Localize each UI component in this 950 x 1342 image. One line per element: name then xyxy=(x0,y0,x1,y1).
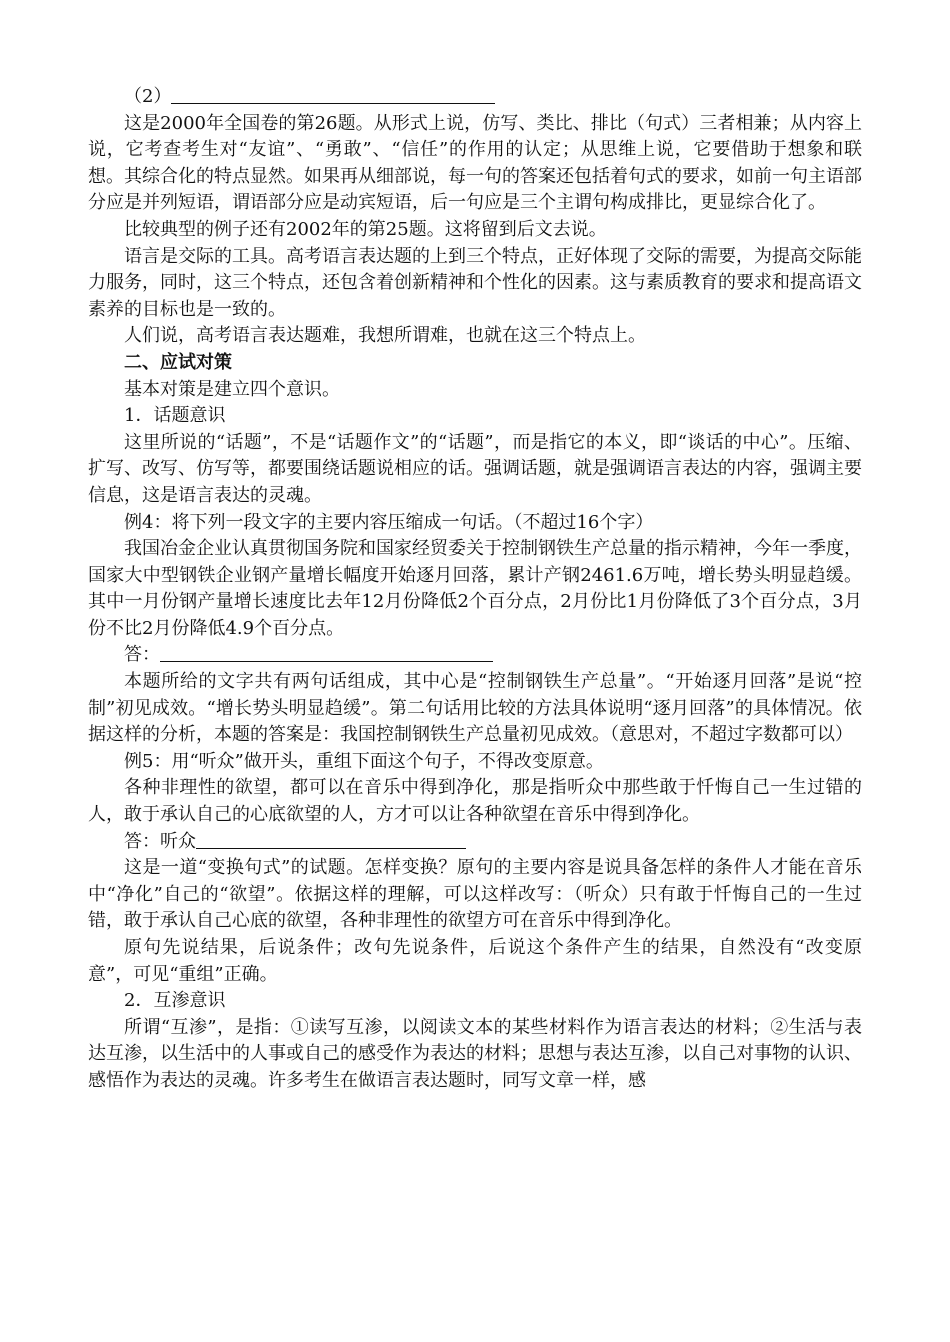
answer-blank xyxy=(160,643,493,662)
paragraph: 例5：用“听众”做开头，重组下面这个句子，不得改变原意。 xyxy=(124,750,604,772)
paragraph: 所谓“互渗”，是指：①读写互渗，以阅读文本的某些材料作为语言表达的材料；②生活与表达互渗，以生活中的人事或自己的感受作为表达的材料；思想与表达互渗，以自己对事物的认识、感悟作为表达的灵魂。许多考生在做语言表达题时，同写文章一样，感 xyxy=(88,1016,862,1091)
answer-blank xyxy=(171,85,495,104)
answer-line xyxy=(88,642,862,669)
paragraph: 人们说，高考语言表达题难，我想所谓难，也就在这三个特点上。 xyxy=(124,325,646,347)
paragraph: 2．互渗意识 xyxy=(124,990,226,1012)
answer-line xyxy=(88,84,862,111)
answer-label: 答： xyxy=(124,644,160,666)
paragraph: 基本对策是建立四个意识。 xyxy=(124,378,340,400)
answer-label: 答：听众 xyxy=(124,830,196,852)
document-page xyxy=(88,84,862,1095)
paragraph: 我国冶金企业认真贯彻国务院和国家经贸委关于控制钢铁生产总量的指示精神，今年一季度，国家大中型钢铁企业钢产量增长幅度开始逐月回落，累计产钢2461.6万吨，增长势头明显趋缓。其中一月份钢产量增长速度比去年12月份降低2个百分点，2月份比1月份降低了3个百分点，3月份不比2月份降低4.9个百分点。 xyxy=(88,538,862,639)
paragraph: 比较典型的例子还有2002年的第25题。这将留到后文去说。 xyxy=(124,218,607,240)
paragraph: 原句先说结果，后说条件；改句先说条件，后说这个条件产生的结果，自然没有“改变原意”，可见“重组”正确。 xyxy=(88,937,862,985)
paragraph: 本题所给的文字共有两句话组成，其中心是“控制钢铁生产总量”。“开始逐月回落”是说“控制”初见成效。“增长势头明显趋缓”。第二句话用比较的方法具体说明“逐月回落”的具体情况。依据这样的分析，本题的答案是：我国控制钢铁生产总量初见成效。（意思对，不超过字数都可以） xyxy=(88,671,862,746)
answer-label: （2） xyxy=(124,86,172,107)
paragraph: 这是2000年全国卷的第26题。从形式上说，仿写、类比、排比（句式）三者相兼；从内容上说，它考查考生对“友谊”、“勇敢”、“信任”的作用的认定；从思维上说，它要借助于想象和联想。其综合化的特点显然。如果再从细部说，每一句的答案还包括着句式的要求，如前一句主语部分应是并列短语，谓语部分应是动宾短语，后一句应是三个主谓句构成排比，更显综合化了。 xyxy=(88,112,862,214)
paragraph: 语言是交际的工具。高考语言表达题的上到三个特点，正好体现了交际的需要，为提高交际能力服务，同时，这三个特点，还包含着创新精神和个性化的因素。这与素质教育的要求和提高语文素养的目标也是一致的。 xyxy=(88,245,862,320)
paragraph: 各种非理性的欲望，都可以在音乐中得到净化，那是指听众中那些敢于忏悔自己一生过错的人，敢于承认自己的心底欲望的人，方才可以让各种欲望在音乐中得到净化。 xyxy=(88,777,862,826)
paragraph: 这是一道“变换句式”的试题。怎样变换？原句的主要内容是说具备怎样的条件人才能在音乐中“净化”自己的“欲望”。依据这样的理解，可以这样改写：（听众）只有敢于忏悔自己的一生过错，敢于承认自己心底的欲望，各种非理性的欲望方可在音乐中得到净化。 xyxy=(88,857,862,932)
answer-blank xyxy=(196,830,466,849)
paragraph: 例4：将下列一段文字的主要内容压缩成一句话。（不超过16个字） xyxy=(124,511,654,533)
answer-line xyxy=(88,829,862,856)
section-heading: 二、应试对策 xyxy=(124,351,232,373)
paragraph: 1．话题意识 xyxy=(124,405,226,427)
paragraph: 这里所说的“话题”，不是“话题作文”的“话题”，而是指它的本义，即“谈话的中心”。压缩、扩写、改写、仿写等，都要围绕话题说相应的话。强调话题，就是强调语言表达的内容，强调主要信息，这是语言表达的灵魂。 xyxy=(88,431,862,506)
